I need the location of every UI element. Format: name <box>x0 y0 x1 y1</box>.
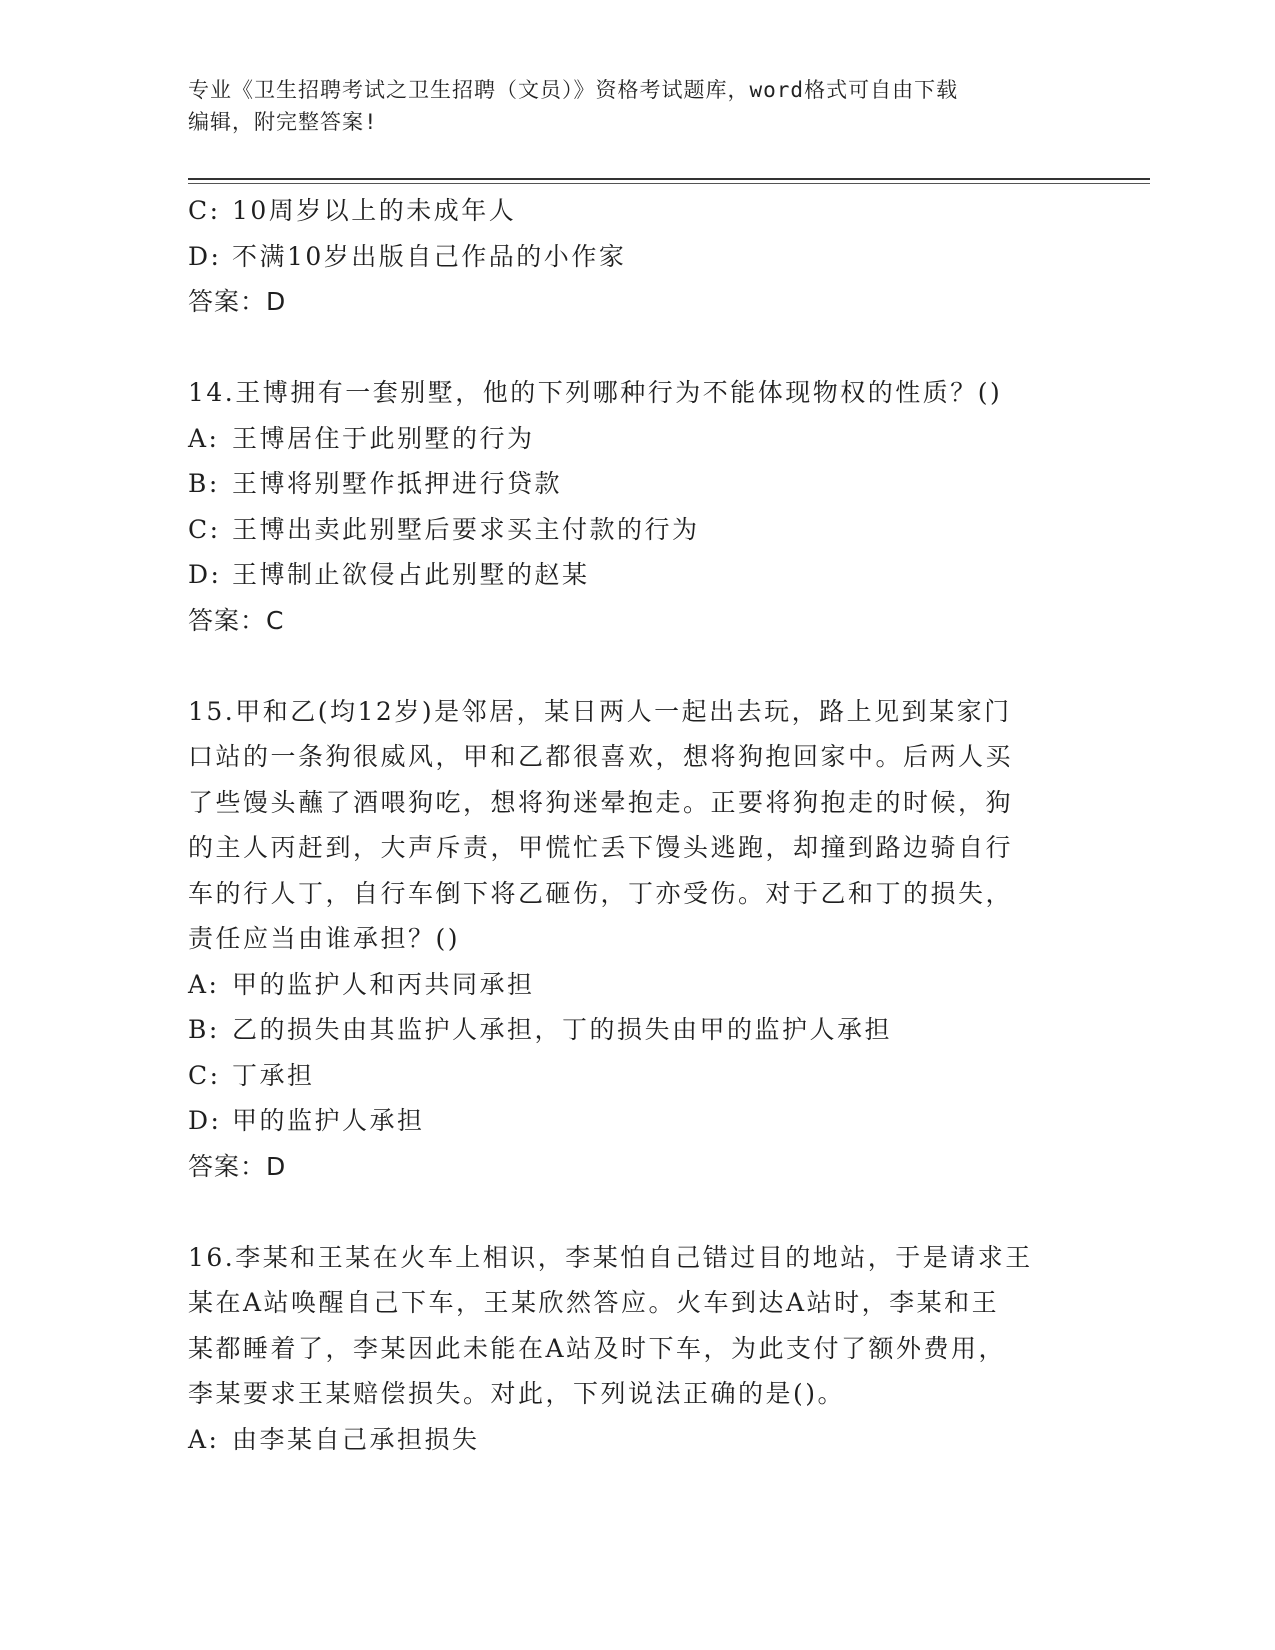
question-stem-line: 了些馒头蘸了酒喂狗吃，想将狗迷晕抱走。正要将狗抱走的时候，狗 <box>188 787 1014 817</box>
question-stem-line: 某都睡着了，李某因此未能在A站及时下车，为此支付了额外费用， <box>188 1333 1007 1363</box>
question-13 <box>188 188 1088 325</box>
page-header <box>188 74 1088 138</box>
question-14 <box>188 370 1088 643</box>
option-a <box>188 416 1088 462</box>
option-text: 甲的监护人承担 <box>232 1106 425 1135</box>
answer-line: 答案：D <box>188 1151 287 1181</box>
header-line-2: 编辑，附完整答案! <box>188 110 378 134</box>
question-stem-line: 15.甲和乙(均12岁)是邻居，某日两人一起出去玩，路上见到某家门 <box>188 696 1012 726</box>
question-16 <box>188 1235 1088 1463</box>
option-d <box>188 1098 1088 1144</box>
question-stem-line: 的主人丙赶到，大声斥责，甲慌忙丢下馒头逃跑，却撞到路边骑自行 <box>188 833 1014 862</box>
option-key: C: <box>188 514 221 544</box>
option-key: D: <box>188 560 222 589</box>
option-key: A: <box>188 1424 220 1454</box>
question-stem-line: 车的行人丁，自行车倒下将乙砸伤，丁亦受伤。对于乙和丁的损失， <box>188 878 1014 908</box>
spacer <box>188 643 1088 689</box>
question-stem: 14.王博拥有一套别墅，他的下列哪种行为不能体现物权的性质？() <box>188 378 1003 407</box>
header-line-1: 专业《卫生招聘考试之卫生招聘（文员）》资格考试题库，word格式可自由下载 <box>188 78 959 102</box>
question-stem-line: 某在A站唤醒自己下车，王某欣然答应。火车到达A站时，李某和王 <box>188 1288 1000 1317</box>
spacer <box>188 1189 1088 1235</box>
option-c <box>188 188 1088 234</box>
option-text: 10周岁以上的未成年人 <box>232 196 517 225</box>
option-key: C: <box>188 1060 221 1090</box>
option-d <box>188 234 1088 280</box>
question-stem-line: 16.李某和王某在火车上相识，李某怕自己错过目的地站，于是请求王 <box>188 1242 1033 1272</box>
option-text: 王博制止欲侵占此别墅的赵某 <box>232 560 590 589</box>
answer-line: 答案：C <box>188 605 285 635</box>
option-text: 由李某自己承担损失 <box>232 1424 480 1454</box>
question-stem-line: 责任应当由谁承担？() <box>188 924 461 953</box>
option-key: A: <box>188 969 220 999</box>
option-a <box>188 962 1088 1008</box>
option-key: A: <box>188 423 220 453</box>
option-text: 王博将别墅作抵押进行贷款 <box>232 469 563 498</box>
option-text: 王博出卖此别墅后要求买主付款的行为 <box>232 514 700 544</box>
header-divider-thin <box>188 183 1150 184</box>
option-text: 王博居住于此别墅的行为 <box>232 423 535 453</box>
question-stem-line: 李某要求王某赔偿损失。对此，下列说法正确的是()。 <box>188 1379 846 1408</box>
option-text: 不满10岁出版自己作品的小作家 <box>232 241 627 271</box>
option-a <box>188 1417 1088 1463</box>
option-key: B: <box>188 1015 220 1044</box>
option-c <box>188 507 1088 553</box>
option-key: B: <box>188 469 220 498</box>
option-key: C: <box>188 196 221 225</box>
header-divider-thick <box>188 178 1150 180</box>
question-15 <box>188 689 1088 1190</box>
question-stem-line: 口站的一条狗很威风，甲和乙都很喜欢，想将狗抱回家中。后两人买 <box>188 742 1014 771</box>
question-list <box>188 188 1088 1462</box>
option-text: 甲的监护人和丙共同承担 <box>232 969 535 999</box>
option-b <box>188 461 1088 507</box>
option-b <box>188 1007 1088 1053</box>
option-text: 丁承担 <box>232 1060 315 1090</box>
answer-line: 答案：D <box>188 287 287 316</box>
option-text: 乙的损失由其监护人承担，丁的损失由甲的监护人承担 <box>232 1015 893 1044</box>
option-d <box>188 552 1088 598</box>
spacer <box>188 325 1088 371</box>
option-key: D: <box>188 241 222 271</box>
option-key: D: <box>188 1106 222 1135</box>
option-c <box>188 1053 1088 1099</box>
